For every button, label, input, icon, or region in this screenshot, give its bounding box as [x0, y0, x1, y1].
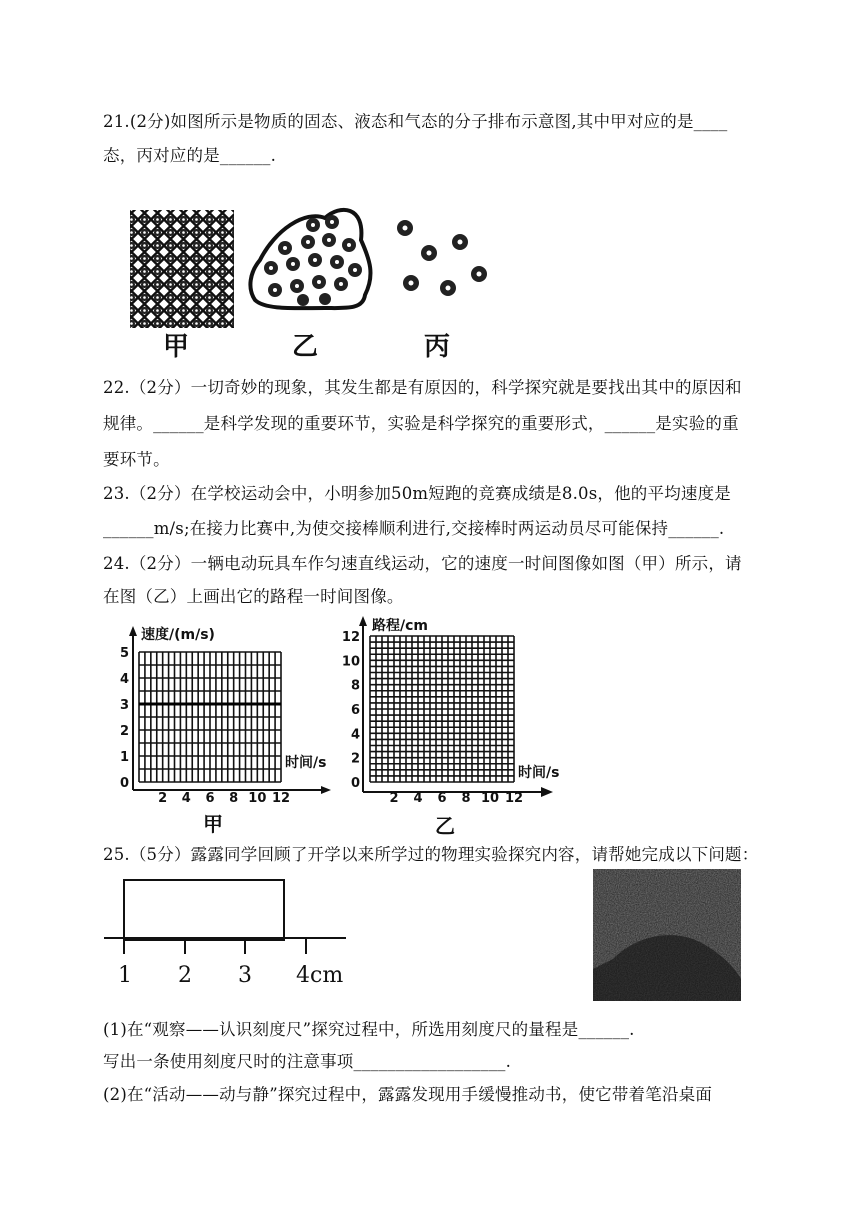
- y-tick-label: 10: [341, 654, 360, 670]
- chart-b-caption: 乙: [435, 814, 455, 838]
- q23-line1: 23.（2分）在学校运动会中，小明参加50m短跑的竞赛成绩是8.0s，他的平均速度是: [103, 484, 731, 503]
- q22-line1: 22.（2分）一切奇妙的现象，其发生都是有原因的，科学探究就是要找出其中的原因和: [103, 378, 742, 397]
- q23-line2: ______m/s;在接力比赛中,为使交接棒顺利进行,交接棒时两运动员尽可能保持______.: [103, 519, 725, 538]
- y-tick-label: 3: [119, 698, 129, 713]
- y-axis-label: 速度/(m/s): [141, 627, 215, 643]
- y-tick-label: 0: [350, 776, 360, 791]
- y-tick-label: 0: [119, 776, 129, 791]
- photo-image: [593, 869, 741, 1001]
- chart-a-caption: 甲: [203, 812, 223, 836]
- q24-line2: 在图（乙）上画出它的路程一时间图像。: [103, 587, 404, 606]
- ruler-label-4cm: 4cm: [296, 963, 344, 988]
- liquid-diagram: [250, 210, 370, 308]
- x-tick-label: 8: [461, 791, 471, 806]
- y-tick-label: 2: [350, 751, 360, 767]
- y-tick-label: 4: [350, 727, 360, 743]
- y-axis-arrow: [359, 616, 367, 626]
- y-tick-label: 1: [119, 750, 129, 765]
- y-tick-label: 12: [341, 630, 360, 645]
- x-axis-arrow: [321, 786, 331, 794]
- ruler-figure: [100, 872, 360, 992]
- label-yi: 乙: [292, 332, 319, 362]
- ruler-label-3: 3: [238, 963, 252, 988]
- q22-line3: 要环节。: [103, 450, 170, 469]
- x-tick-label: 6: [437, 791, 447, 806]
- x-axis-label: 时间/s: [518, 765, 560, 781]
- x-tick-label: 10: [248, 791, 267, 806]
- label-jia: 甲: [163, 332, 190, 362]
- q25-sub2-line1: (2)在“活动——动与静”探究过程中，露露发现用手缓慢推动书，使它带着笔沿桌面: [103, 1085, 713, 1104]
- q25-sub1-line2: 写出一条使用刻度尺时的注意事项__________________.: [103, 1052, 512, 1071]
- x-tick-label: 8: [229, 791, 239, 806]
- y-tick-label: 6: [350, 703, 360, 718]
- q25-sub1-line1: (1)在“观察——认识刻度尺”探究过程中，所选用刻度尺的量程是______.: [103, 1020, 635, 1039]
- velocity-time-chart: [115, 622, 345, 837]
- x-axis-arrow: [541, 787, 553, 797]
- solid-lattice-diagram: [130, 210, 234, 328]
- y-tick-label: 2: [119, 724, 129, 739]
- y-axis-arrow: [129, 626, 137, 636]
- y-tick-label: 4: [119, 672, 129, 687]
- x-tick-label: 6: [205, 791, 215, 806]
- q24-line1: 24.（2分）一辆电动玩具车作匀速直线运动，它的速度一时间图像如图（甲）所示，请: [103, 554, 742, 573]
- label-bing: 丙: [424, 332, 451, 362]
- x-tick-label: 10: [480, 791, 500, 806]
- distance-time-chart: [341, 612, 565, 837]
- ruler-label-1: 1: [118, 963, 132, 988]
- q22-line2: 规律。______是科学发现的重要环节，实验是科学探究的重要形式，______是实验的重: [103, 414, 739, 433]
- ruler-label-2: 2: [178, 963, 192, 988]
- x-tick-label: 4: [181, 791, 191, 806]
- y-axis-label: 路程/cm: [372, 618, 428, 634]
- y-tick-label: 8: [350, 678, 360, 694]
- q21-line1: 21.(2分)如图所示是物质的固态、液态和气态的分子排布示意图,其中甲对应的是____: [103, 112, 728, 131]
- measured-block: [124, 880, 284, 940]
- q25-line1: 25.（5分）露露同学回顾了开学以来所学过的物理实验探究内容，请帮她完成以下问题：: [103, 845, 759, 864]
- x-tick-label: 4: [413, 791, 423, 806]
- x-axis-label: 时间/s: [285, 755, 327, 771]
- y-tick-label: 5: [119, 646, 129, 661]
- x-tick-label: 2: [389, 791, 399, 806]
- q21-line2: 态，丙对应的是______.: [103, 146, 277, 165]
- x-tick-label: 12: [504, 791, 524, 806]
- x-tick-label: 12: [271, 791, 291, 806]
- x-tick-label: 2: [158, 791, 168, 806]
